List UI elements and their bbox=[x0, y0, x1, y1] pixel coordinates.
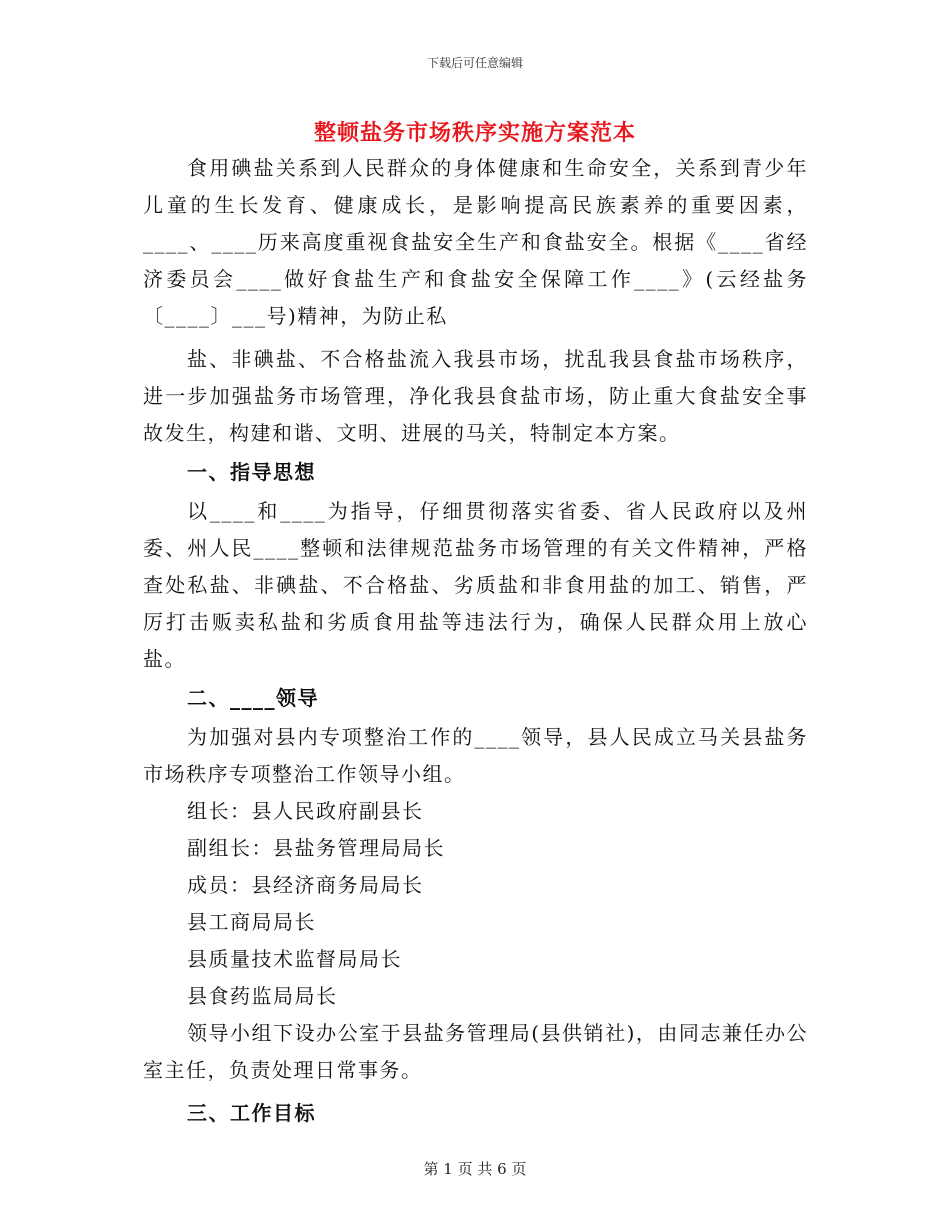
paragraph-intro-2: 盐、非碘盐、不合格盐流入我县市场，扰乱我县食盐市场秩序，进一步加强盐务市场管理，净化我县食盐市场，防止重大食盐安全事故发生，构建和谐、文明、进展的马关，特制定本方案。 bbox=[143, 347, 808, 445]
member-leader: 组长：县人民政府副县长 bbox=[187, 799, 424, 823]
member-quality: 县质量技术监督局局长 bbox=[187, 947, 402, 971]
document-title: 整顿盐务市场秩序实施方案范本 bbox=[313, 120, 636, 146]
section-heading-2: 二、____领导 bbox=[187, 686, 319, 710]
member-food-drug: 县食药监局局长 bbox=[187, 984, 338, 1008]
member-industry: 县工商局局长 bbox=[187, 910, 316, 934]
document-body bbox=[143, 150, 808, 1134]
page-footer: 第 1 页 共 6 页 bbox=[423, 1160, 527, 1178]
paragraph-intro-1: 食用碘盐关系到人民群众的身体健康和生命安全，关系到青少年儿童的生长发育、健康成长，是影响提高民族素养的重要因素，____、____历来高度重视食盐安全生产和食盐安全。根据《____省经济委员会____做好食盐生产和食盐安全保障工作____》(云经盐务〔____〕___号)精神，为防止私 bbox=[143, 156, 808, 328]
member-deputy-leader: 副组长：县盐务管理局局长 bbox=[187, 836, 445, 860]
paragraph-office: 领导小组下设办公室于县盐务管理局(县供销社)，由同志兼任办公室主任，负责处理日常事务。 bbox=[143, 1021, 808, 1082]
header-note: 下载后可任意编辑 bbox=[426, 56, 523, 70]
member-commerce: 成员：县经济商务局局长 bbox=[187, 873, 424, 897]
section-heading-3: 三、工作目标 bbox=[187, 1101, 316, 1125]
paragraph-guiding-thought: 以____和____为指导，仔细贯彻落实省委、省人民政府以及州委、州人民____整顿和法律规范盐务市场管理的有关文件精神，严格查处私盐、非碘盐、不合格盐、劣质盐和非食用盐的加工、销售，严厉打击贩卖私盐和劣质食用盐等违法行为，确保人民群众用上放心盐。 bbox=[143, 499, 808, 671]
section-heading-1: 一、指导思想 bbox=[187, 460, 316, 484]
paragraph-leadership: 为加强对县内专项整治工作的____领导，县人民成立马关县盐务市场秩序专项整治工作领导小组。 bbox=[143, 725, 808, 786]
